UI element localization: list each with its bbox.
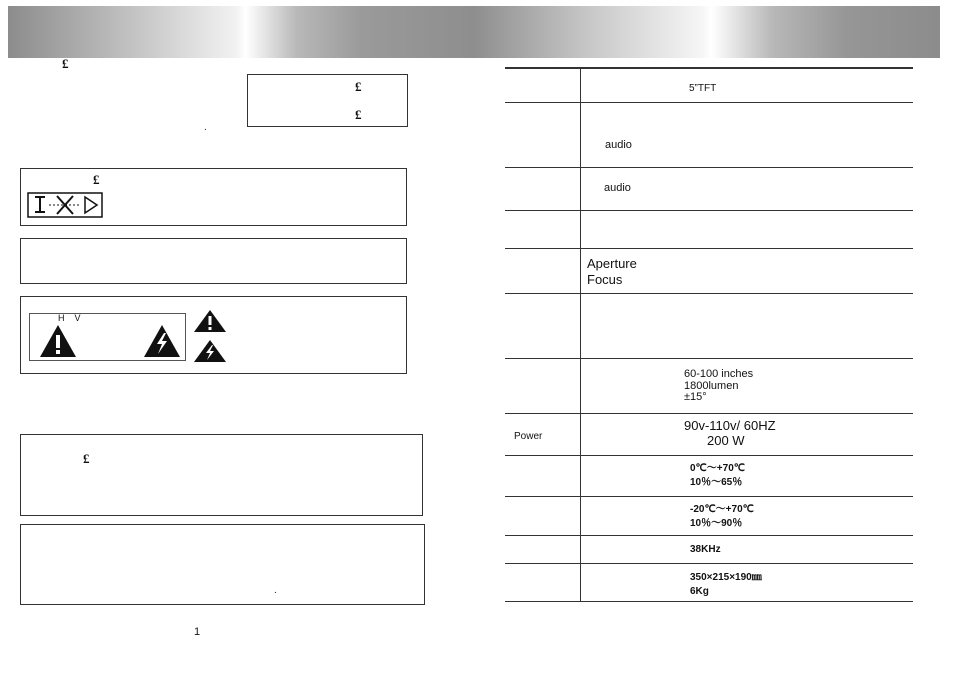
spec-value-weight: 6Kg [690,586,709,597]
spec-item-aperture-focus: Aperture Focus [587,256,637,287]
warning-box [20,296,407,374]
table-row-divider [505,210,913,211]
pound-symbol: £ [83,451,90,466]
header-banner [8,6,940,58]
table-column-divider [580,68,581,602]
spec-value-operating-humidity: 10％～65％ [690,477,743,488]
spec-label-power: Power [514,431,543,442]
table-row-divider [505,358,913,359]
table-top-border [505,67,913,69]
table-row-divider [505,455,913,456]
disassembly-symbol-icon [27,192,103,218]
symbol-box [20,168,407,226]
exclamation-triangle-icon [193,309,227,333]
hv-label: H V [58,313,81,323]
spec-value-remote-frequency: 38KHz [690,544,721,555]
spec-value-operating-temp: 0℃～+70℃ [690,463,745,474]
notice-box-top [247,74,408,127]
exclamation-triangle-icon [39,324,77,358]
pound-symbol: £ [62,56,69,71]
table-row-divider [505,293,913,294]
spec-item-audio: audio [605,139,632,151]
spec-value-voltage: 90v-110v/ 60HZ [684,418,776,433]
spec-value-brightness: 1800lumen [684,380,739,392]
table-row-divider [505,496,913,497]
lightning-triangle-icon [193,339,227,363]
spec-value-display: 5”TFT [689,83,717,94]
spec-value-storage-temp: -20℃～+70℃ [690,504,754,515]
spec-value-storage-humidity: 10％～90％ [690,518,743,529]
spec-item-audio: audio [604,182,631,194]
table-bottom-border [505,601,913,602]
pound-symbol: £ [355,107,362,122]
warning-label-frame [29,313,186,361]
table-row-divider [505,413,913,414]
spec-value-screen-size: 60-100 inches [684,368,754,380]
notice-box-bottom [20,524,425,605]
dot-mark: . [204,122,207,133]
pound-symbol: £ [93,172,100,187]
notice-box-middle [20,434,423,516]
table-row-divider [505,102,913,103]
lightning-triangle-icon [143,324,181,358]
spec-value-wattage: 200 W [707,433,745,448]
page-number: 1 [194,626,201,638]
table-row-divider [505,167,913,168]
spec-value-keystone: ±15° [684,391,707,403]
notice-box-empty [20,238,407,284]
table-row-divider [505,563,913,564]
dot-mark: . [274,585,277,596]
pound-symbol: £ [355,79,362,94]
spec-value-dimensions: 350×215×190㎜ [690,572,762,583]
table-row-divider [505,535,913,536]
table-row-divider [505,248,913,249]
